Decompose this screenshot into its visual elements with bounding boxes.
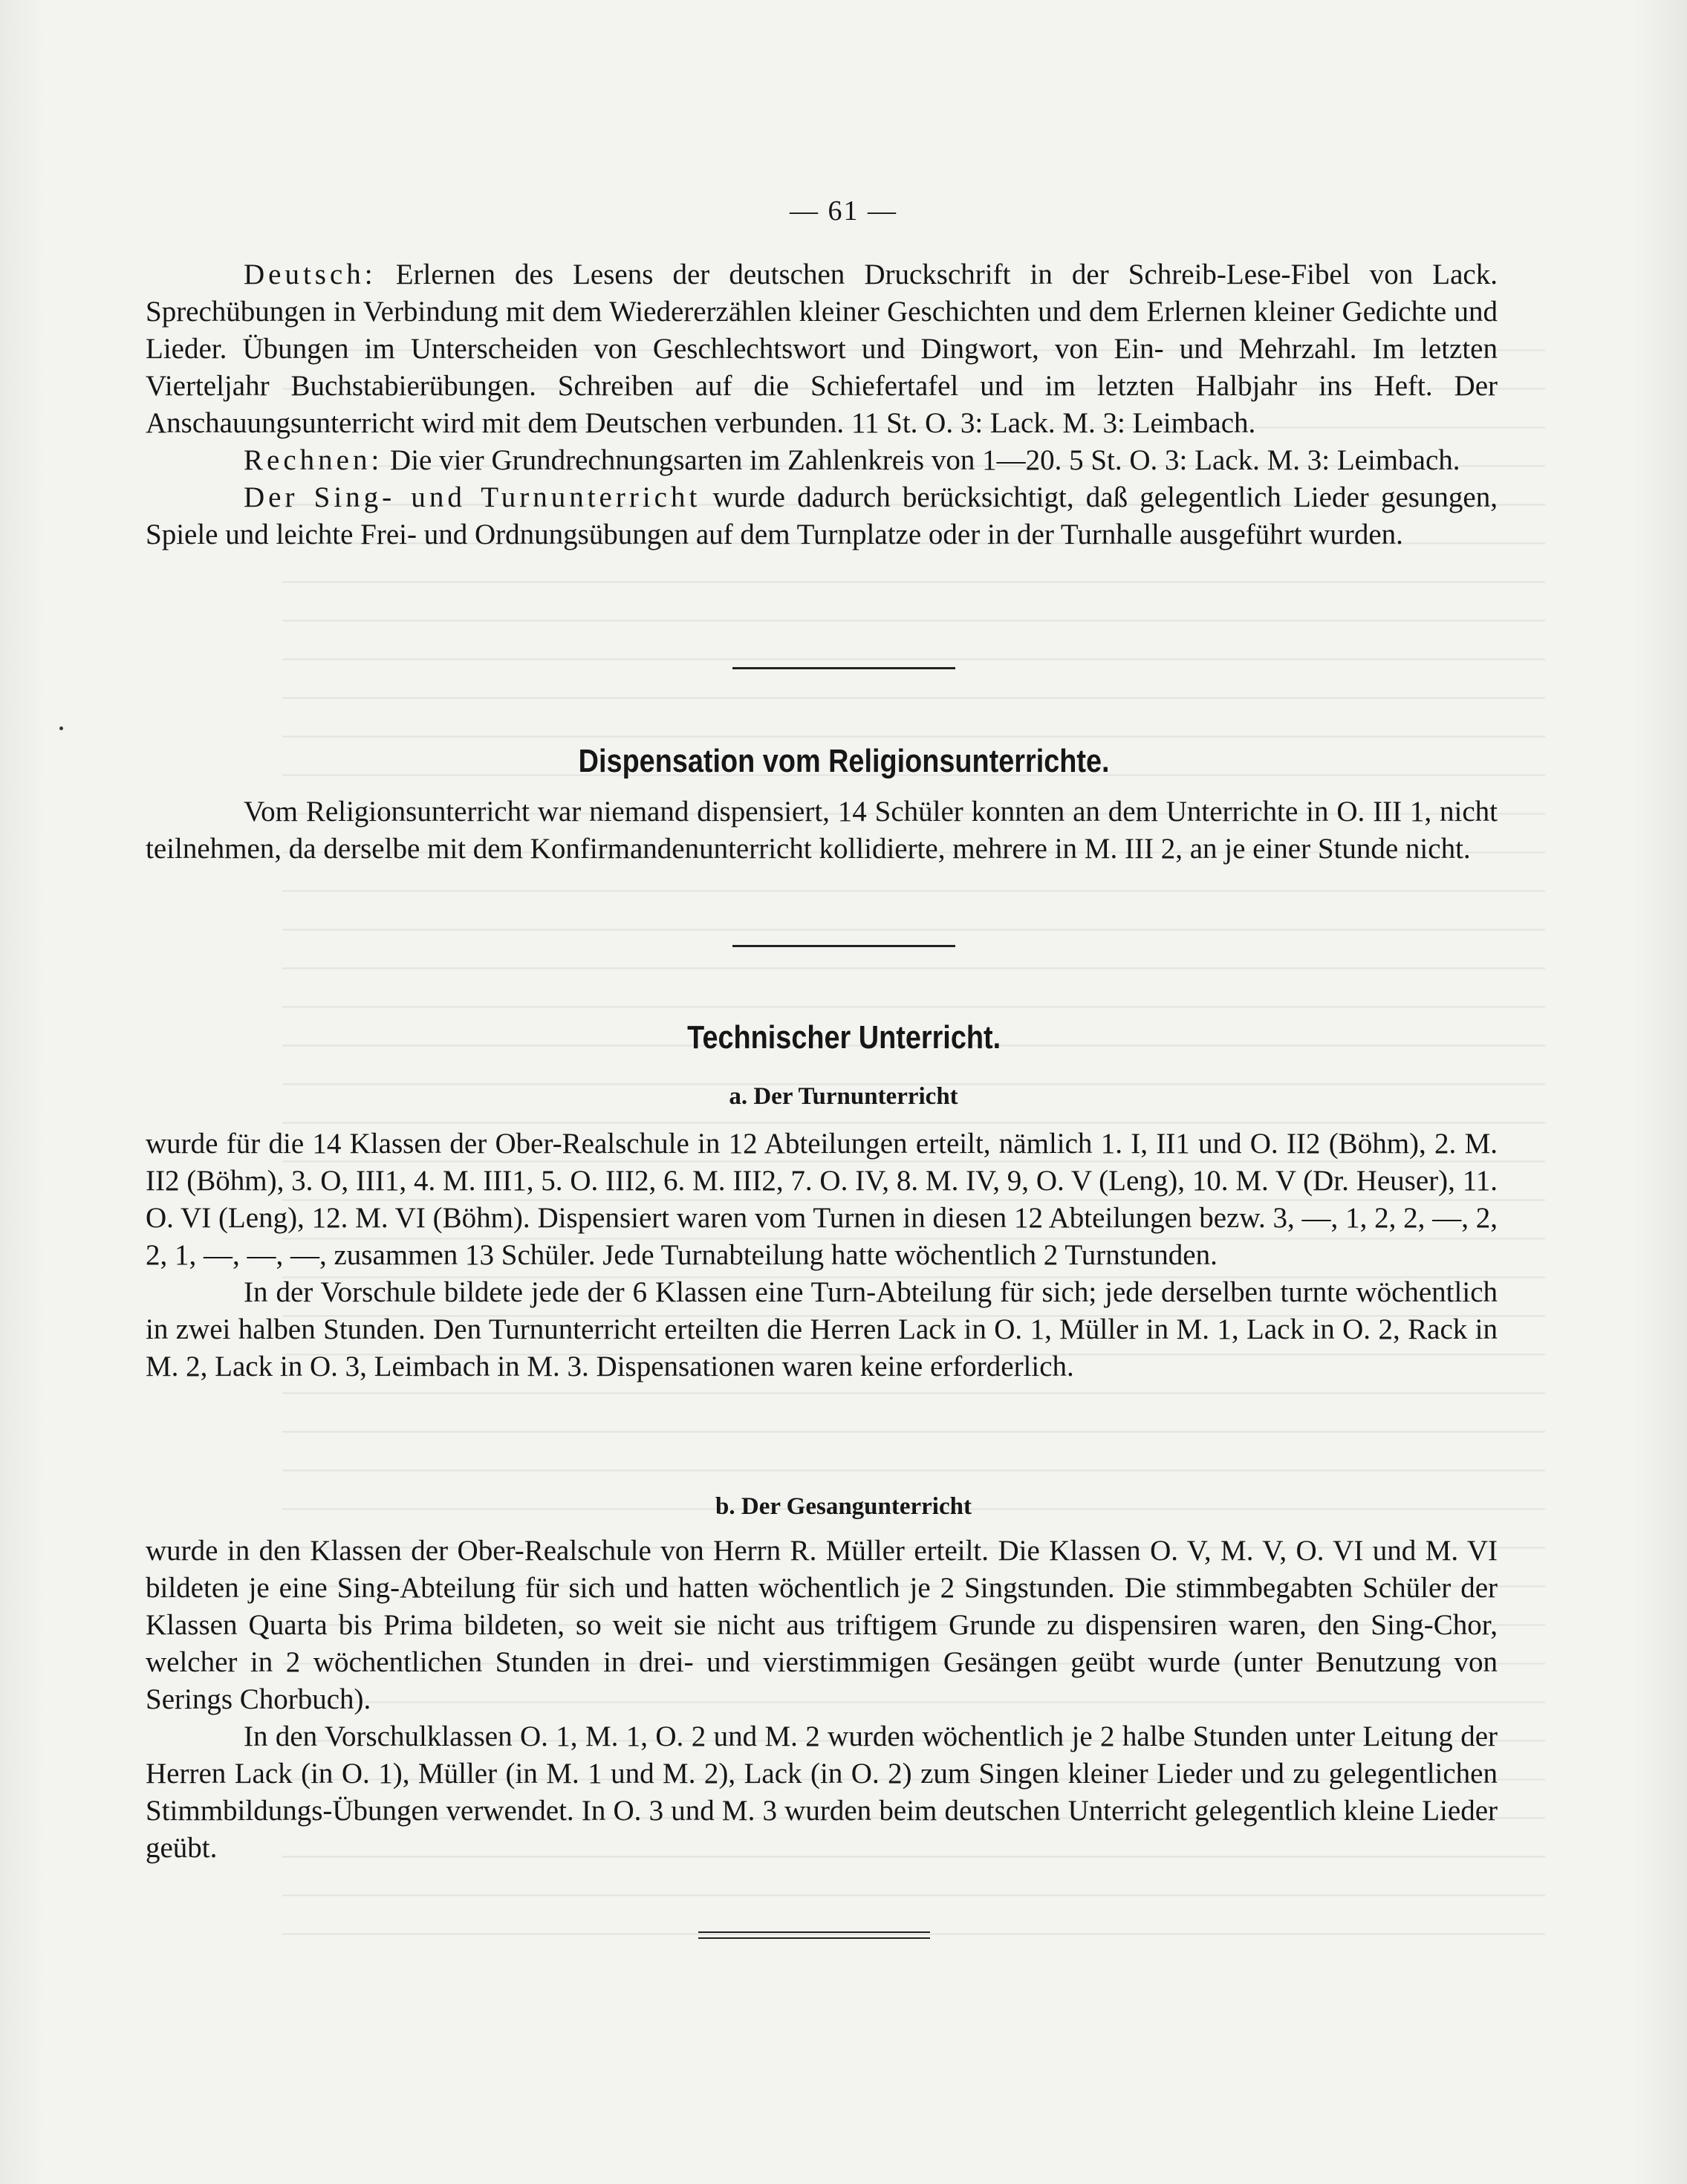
dispensation-heading: Dispensation vom Religionsunterrichte. xyxy=(578,743,1110,779)
vorschule-turn-text: In der Vorschule bildete jede der 6 Klassen eine Turn-Abteilung für sich; jede derselben turnte wöchentlich in zwei halben Stunden. Den Turnunterricht erteilten die Herren Lack in O. 1, Müller in M. 1, Lack in O. 2, Rack in M. 2, Lack in O. 3, Leimbach in M. 3. Dispensationen waren keine erforderlich. xyxy=(146,1276,1498,1382)
gesangunterricht-heading: b. Der Gesangunterricht xyxy=(715,1493,972,1520)
vorschule-gesang-text: In den Vorschulklassen O. 1, M. 1, O. 2 und M. 2 wurden wöchentlich je 2 halbe Stunden unter Leitung der Herren Lack (in O. 1), Müller (in M. 1 und M. 2), Lack (in O. 2) zum Singen kleiner Lieder und zu gelegentlichen Stimmbildungs-Übungen verwendet. In O. 3 und M. 3 wurden beim deutschen Unterricht gelegentlich kleine Lieder geübt. xyxy=(146,1720,1498,1864)
sing-paragraph xyxy=(146,479,1498,553)
sing-label: Der Sing- und Turnunterricht xyxy=(244,481,701,513)
page-number: — 61 — xyxy=(790,195,897,227)
rechnen-label: Rechnen: xyxy=(244,444,383,476)
end-divider xyxy=(698,1931,930,1933)
turnunterricht-text: wurde für die 14 Klassen der Ober-Realschule in 12 Abteilungen erteilt, nämlich 1. I, II1 und O. II2 (Böhm), 2. M. II2 (Böhm), 3. O, III1, 4. M. III1, 5. O. III2, 6. M. III2, 7. O. IV, 8. M. IV, 9, O. V (Leng), 10. M. V (Dr. Heuser), 11. O. VI (Leng), 12. M. VI (Böhm). Dispensiert waren vom Turnen in diesen 12 Abteilungen bezw. 3, —, 1, 2, 2, —, 2, 2, 1, —, —, —, zusammen 13 Schüler. Jede Turnabteilung hatte wöchentlich 2 Turnstunden. xyxy=(146,1128,1498,1271)
gesangunterricht-text: wurde in den Klassen der Ober-Realschule von Herrn R. Müller erteilt. Die Klassen O. V, M. V, O. VI und M. VI bildeten je eine Sing-Abteilung für sich und hatten wöchentlich je 2 Singstunden. Die stimmbegabten Schüler der Klassen Quarta bis Prima bildeten, so weit sie nicht aus triftigem Grunde zu dispensiren waren, den Sing-Chor, welcher in 2 wöchentlichen Stunden in drei- und vierstimmigen Gesängen geübt wurde (unter Benutzung von Serings Chorbuch). xyxy=(146,1535,1498,1715)
section-divider xyxy=(732,667,955,669)
dispensation-section xyxy=(146,793,1498,868)
section-divider xyxy=(732,945,955,947)
rechnen-paragraph xyxy=(146,442,1498,479)
gesangunterricht-section xyxy=(146,1533,1498,1867)
intro-section xyxy=(146,256,1498,553)
deutsch-text: Erlernen des Lesens der deutschen Druckschrift in der Schreib-Lese-Fibel von Lack. Sprechübungen in Verbindung mit dem Wiedererzählen kleiner Geschichten und dem Erlernen kleiner Gedichte und Lieder. Übungen im Unterscheiden von Geschlechtswort und Dingwort, von Ein- und Mehrzahl. Im letzten Vierteljahr Buchstabierübungen. Schreiben auf die Schiefertafel und im letzten Halbjahr ins Heft. Der Anschauungsunterricht wird mit dem Deutschen verbunden. 11 St. O. 3: Lack. M. 3: Leimbach. xyxy=(146,259,1498,439)
technischer-heading: Technischer Unterricht. xyxy=(687,1019,1001,1056)
turnunterricht-section xyxy=(146,1125,1498,1385)
dispensation-text: Vom Religionsunterricht war niemand dispensiert, 14 Schüler konnten an dem Unterrichte in O. III 1, nicht teilnehmen, da derselbe mit dem Konfirmandenunterricht kollidierte, mehrere in M. III 2, an je einer Stunde nicht. xyxy=(146,796,1498,865)
deutsch-label: Deutsch: xyxy=(244,259,377,290)
margin-mark xyxy=(59,727,63,730)
rechnen-text: Die vier Grundrechnungsarten im Zahlenkreis von 1—20. 5 St. O. 3: Lack. M. 3: Leimbach. xyxy=(390,444,1460,476)
sing-text: wurde dadurch berücksichtigt, daß gelegentlich Lieder gesungen, Spiele und leichte Frei- und Ordnungsübungen auf dem Turnplatze oder in der Turnhalle ausgeführt wurden. xyxy=(146,481,1498,550)
deutsch-paragraph xyxy=(146,256,1498,442)
turnunterricht-heading: a. Der Turnunterricht xyxy=(729,1083,958,1110)
